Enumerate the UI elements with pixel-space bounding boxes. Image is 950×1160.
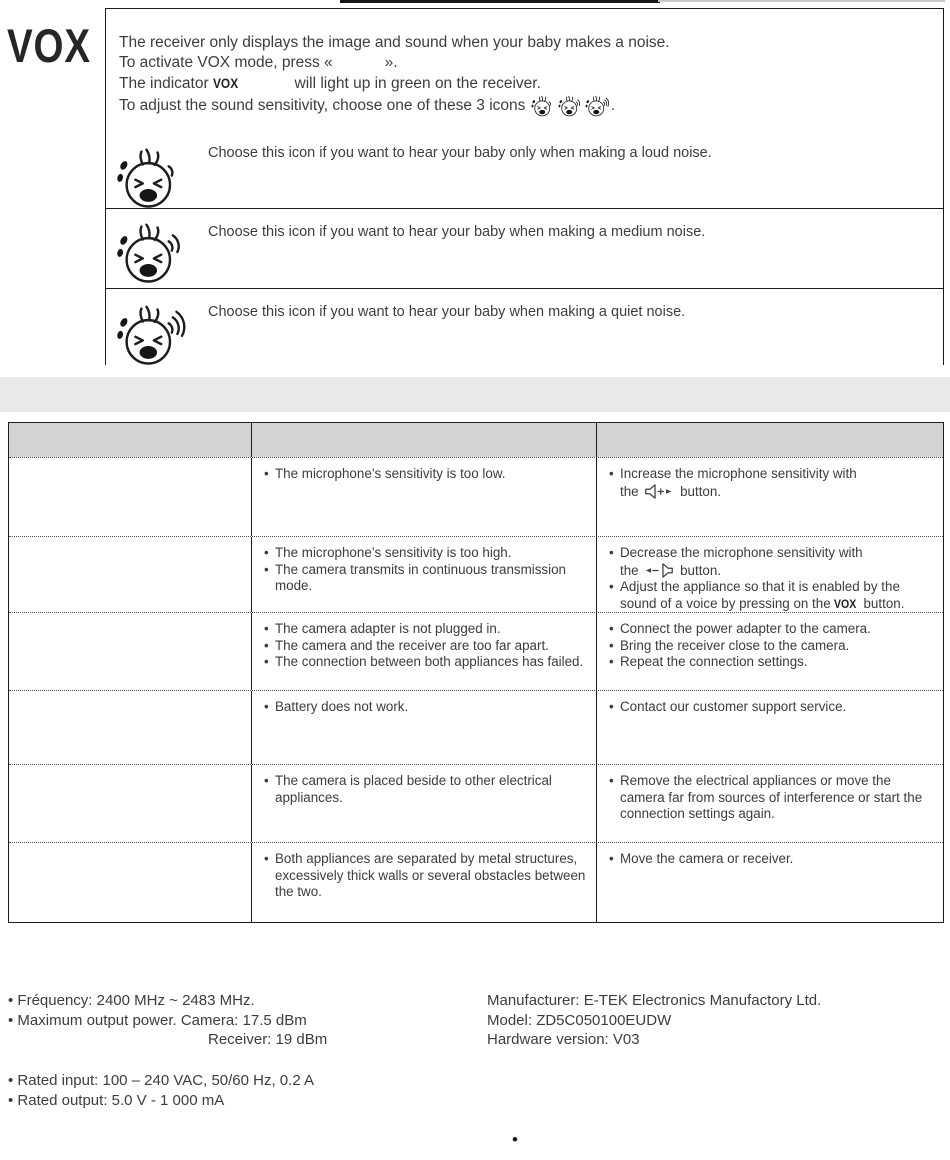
cause-item: • The camera adapter is not plugged in. <box>264 621 586 638</box>
page-title: VOX <box>7 19 91 72</box>
troubleshooting-table <box>8 422 944 923</box>
header-cell-cause <box>251 423 596 457</box>
solution-cell <box>596 765 943 842</box>
baby-medium-icon <box>558 94 583 123</box>
solution-item: • Contact our customer support service. <box>609 699 933 716</box>
page-edge-artifact-dark <box>340 0 660 3</box>
problem-cell <box>9 765 251 842</box>
page-edge-artifact-light <box>658 0 945 2</box>
header-cell-solution <box>596 423 943 457</box>
table-row <box>9 842 943 922</box>
sensitivity-row-medium <box>106 208 943 288</box>
cause-item: • Both appliances are separated by metal structures, excessively thick walls or several obstacles between the two. <box>264 851 586 901</box>
cause-item: • Battery does not work. <box>264 699 586 716</box>
table-row <box>9 612 943 690</box>
baby-loud-icon <box>116 143 192 215</box>
sensitivity-row-quiet <box>106 288 943 376</box>
solution-cell <box>596 537 943 612</box>
page-marker-dot: • <box>512 1130 518 1149</box>
solution-item: • Connect the power adapter to the camera. <box>609 621 933 638</box>
problem-cell <box>9 458 251 536</box>
intro-line-4: To adjust the sound sensitivity, choose one of these 3 icons . <box>119 94 933 123</box>
cause-cell <box>251 843 596 922</box>
cause-item: • The camera and the receiver are too far apart. <box>264 638 586 655</box>
cause-cell <box>251 613 596 690</box>
solution-item: • Decrease the microphone sensitivity with the button. <box>609 545 933 579</box>
sensitivity-text-quiet: Choose this icon if you want to hear your baby when making a quiet noise. <box>208 304 686 320</box>
spec-model: Model: ZD5C050100EUDW <box>487 1011 672 1029</box>
intro-line-1: The receiver only displays the image and sound when your baby makes a noise. <box>119 34 670 51</box>
sensitivity-text-loud: Choose this icon if you want to hear your baby only when making a loud noise. <box>208 145 712 161</box>
section-banner <box>0 377 950 412</box>
intro-line-3: The indicator VOX will light up in green on the receiver. <box>119 75 541 92</box>
baby-medium-icon <box>116 218 192 290</box>
solution-item: • Repeat the connection settings. <box>609 654 933 671</box>
solution-item: • Remove the electrical appliances or move the camera far from sources of interference or start the connection settings again. <box>609 773 933 823</box>
cause-cell <box>251 458 596 536</box>
spec-rated-output: • Rated output: 5.0 V - 1 000 mA <box>8 1091 225 1109</box>
volume-up-icon <box>644 483 674 500</box>
spec-frequency: • Fréquency: 2400 MHz ~ 2483 MHz. <box>8 992 255 1009</box>
specs-manufacturer <box>487 991 821 1050</box>
vox-intro-text <box>119 33 933 123</box>
cause-item: • The microphone’s sensitivity is too high. <box>264 545 586 562</box>
cause-item: • The microphone’s sensitivity is too low. <box>264 466 586 483</box>
solution-cell <box>596 843 943 922</box>
vox-section-box <box>105 8 944 365</box>
solution-cell <box>596 458 943 536</box>
solution-item: • Bring the receiver close to the camera. <box>609 638 933 655</box>
spec-receiver-power: Receiver: 19 dBm <box>208 1031 328 1048</box>
table-row <box>9 457 943 536</box>
table-header-row <box>9 423 943 457</box>
baby-loud-icon <box>531 94 556 123</box>
spec-hardware-version: Hardware version: V03 <box>487 1031 640 1048</box>
sensitivity-text-medium: Choose this icon if you want to hear your baby when making a medium noise. <box>208 224 706 240</box>
table-row <box>9 536 943 612</box>
problem-cell <box>9 691 251 764</box>
specs-power <box>8 1071 314 1110</box>
solution-cell <box>596 613 943 690</box>
specs-rf <box>8 991 327 1050</box>
baby-quiet-icon <box>116 300 192 372</box>
cause-item: • The connection between both appliances has failed. <box>264 654 586 671</box>
table-row <box>9 764 943 842</box>
cause-cell <box>251 691 596 764</box>
problem-cell <box>9 537 251 612</box>
cause-item: • The camera transmits in continuous transmission mode. <box>264 562 586 595</box>
spec-output-power: • Maximum output power. Camera: 17.5 dBm <box>8 1011 307 1029</box>
table-row <box>9 690 943 764</box>
cause-cell <box>251 537 596 612</box>
intro-line-2: To activate VOX mode, press « ». <box>119 54 398 71</box>
spec-manufacturer: Manufacturer: E-TEK Electronics Manufactory Ltd. <box>487 992 822 1009</box>
header-cell-problem <box>9 423 251 457</box>
solution-item: • Increase the microphone sensitivity with the button. <box>609 466 933 500</box>
sensitivity-icons-inline <box>530 97 611 114</box>
volume-down-icon <box>644 562 674 579</box>
sensitivity-row-loud <box>106 139 943 208</box>
vox-button-label: VOX <box>834 596 857 611</box>
cause-item: • The camera is placed beside to other electrical appliances. <box>264 773 586 806</box>
baby-quiet-icon <box>585 94 610 123</box>
solution-cell <box>596 691 943 764</box>
solution-item: • Adjust the appliance so that it is enabled by the sound of a voice by pressing on the VOX button. <box>609 579 933 612</box>
problem-cell <box>9 613 251 690</box>
problem-cell <box>9 843 251 922</box>
cause-cell <box>251 765 596 842</box>
solution-item: • Move the camera or receiver. <box>609 851 933 868</box>
vox-indicator-label: VOX <box>212 75 239 91</box>
spec-rated-input: • Rated input: 100 – 240 VAC, 50/60 Hz, 0.2 A <box>8 1072 315 1089</box>
